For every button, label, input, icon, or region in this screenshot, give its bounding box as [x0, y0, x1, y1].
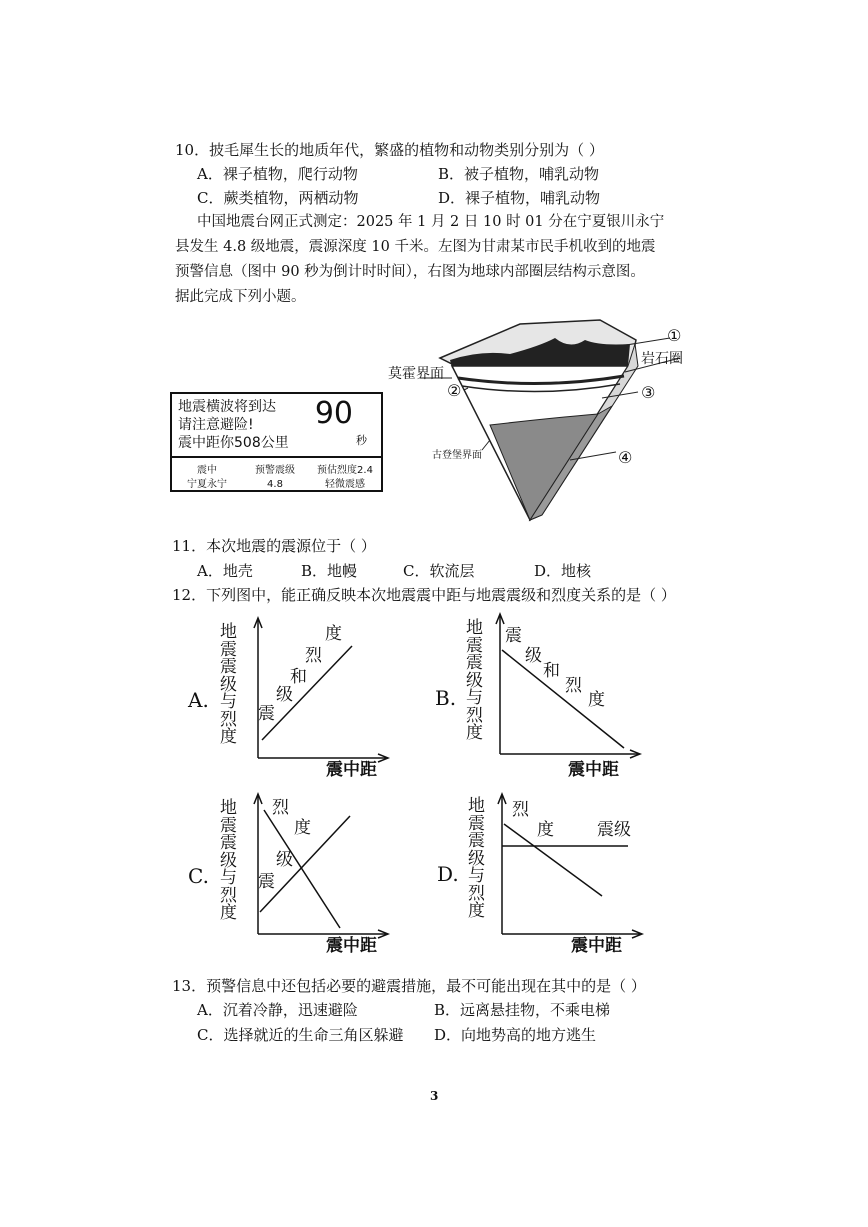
- alert-magnitude-value: 4.8: [267, 479, 283, 490]
- alert-divider: [172, 456, 381, 458]
- ylabel-char: 级: [220, 850, 237, 871]
- graph-a-letter: A.: [188, 688, 209, 712]
- alert-magnitude-label: 预警震级: [255, 465, 295, 476]
- graph-a-label-3: 和: [290, 667, 307, 687]
- graph-a-label-2: 烈: [305, 646, 322, 666]
- graph-b-xlabel: 震中距: [568, 760, 619, 780]
- q11-option-d: D．地核: [534, 562, 592, 580]
- graph-d-label-3: 震级: [597, 820, 631, 840]
- ylabel-char: 震: [468, 813, 485, 834]
- ylabel-char: 级: [466, 670, 483, 691]
- q13-option-c: C．选择就近的生命三角区躲避: [197, 1026, 404, 1044]
- q11-option-b: B．地幔: [301, 562, 358, 580]
- ylabel-char: 震: [220, 657, 237, 677]
- graph-d-letter: D.: [437, 862, 459, 886]
- q13-option-b: B．远离悬挂物，不乘电梯: [434, 1001, 611, 1019]
- passage-line-3: 预警信息（图中 90 秒为倒计时时间），右图为地球内部圈层结构示意图。: [175, 264, 645, 280]
- graph-c-letter: C.: [188, 864, 209, 888]
- q10-stem: 10．披毛犀生长的地质年代，繁盛的植物和动物类别分别为（ ）: [175, 141, 604, 159]
- graph-b-label-4: 烈: [565, 676, 582, 696]
- ylabel-char: 震: [466, 653, 483, 673]
- ylabel-char: 与: [466, 688, 483, 708]
- earth-label-3: ③: [641, 383, 656, 402]
- graph-a-ylabel: [220, 624, 240, 747]
- graph-a-xlabel: 震中距: [326, 760, 377, 780]
- graph-b-letter: B.: [435, 686, 457, 710]
- passage-line-4: 据此完成下列小题。: [175, 289, 306, 305]
- earth-label-moho: 莫霍界面: [388, 366, 444, 382]
- ylabel-char: 地: [466, 618, 483, 638]
- ylabel-char: 烈: [466, 705, 483, 726]
- passage-line-2: 县发生 4.8 级地震，震源深度 10 千米。左图为甘肃某市民手机收到的地震: [175, 239, 656, 255]
- alert-line-1: 地震横波将到达: [178, 399, 276, 415]
- q11-stem: 11．本次地震的震源位于（ ）: [172, 537, 376, 555]
- graph-a-label-5: 震: [258, 704, 275, 724]
- graph-b-label-5: 度: [588, 690, 605, 710]
- ylabel-char: 烈: [468, 883, 485, 904]
- ylabel-char: 震: [220, 639, 237, 660]
- passage-line-1: 中国地震台网正式测定：2025 年 1 月 2 日 10 时 01 分在宁夏银川永宁: [197, 214, 665, 230]
- q10-option-a: A．裸子植物，爬行动物: [197, 165, 358, 183]
- graph-c-label-3: 级: [276, 850, 293, 870]
- ylabel-char: 与: [220, 868, 237, 888]
- q10-option-c: C．蕨类植物，两栖动物: [197, 189, 359, 207]
- ylabel-char: 与: [468, 866, 485, 886]
- graph-d-xlabel: 震中距: [571, 936, 622, 956]
- graph-b-label-1: 震: [505, 626, 522, 646]
- alert-countdown-unit: 秒: [356, 434, 367, 447]
- ylabel-char: 震: [466, 635, 483, 656]
- ylabel-char: 度: [220, 727, 237, 747]
- alert-intensity-label: 预估烈度2.4: [317, 465, 373, 476]
- ylabel-char: 震: [468, 831, 485, 851]
- graph-d-ylabel: [468, 798, 488, 921]
- ylabel-char: 地: [220, 622, 237, 642]
- graph-d-label-1: 烈: [512, 800, 529, 820]
- q13-stem: 13．预警信息中还包括必要的避震措施，最不可能出现在其中的是（ ）: [172, 977, 646, 995]
- q11-option-a: A．地壳: [197, 562, 253, 580]
- ylabel-char: 级: [220, 674, 237, 695]
- graph-c-ylabel: [220, 800, 240, 923]
- q10-option-d: D．裸子植物，哺乳动物: [438, 189, 601, 207]
- graph-c-axes: [250, 794, 390, 939]
- page-number: 3: [430, 1089, 439, 1103]
- graph-b-line: [502, 650, 624, 748]
- graph-b-ylabel: [466, 620, 486, 743]
- graph-c-label-1: 烈: [272, 798, 289, 818]
- ylabel-char: 与: [220, 692, 237, 712]
- ylabel-char: 地: [220, 798, 237, 818]
- graph-c-label-4: 震: [258, 872, 275, 892]
- q10-option-b: B．被子植物，哺乳动物: [438, 165, 600, 183]
- alert-line-3: 震中距你508公里: [178, 435, 289, 451]
- graph-c-label-2: 度: [294, 818, 311, 838]
- ylabel-char: 烈: [220, 885, 237, 906]
- alert-line-2: 请注意避险!: [178, 417, 254, 433]
- graph-a-axes: [250, 618, 390, 763]
- ylabel-char: 烈: [220, 709, 237, 730]
- q11-option-c: C．软流层: [403, 562, 475, 580]
- alert-epicenter-label: 震中: [197, 465, 217, 476]
- alert-countdown: 90: [314, 396, 353, 431]
- graph-b-label-2: 级: [525, 646, 542, 666]
- ylabel-char: 度: [220, 903, 237, 923]
- ylabel-char: 震: [220, 833, 237, 853]
- graph-a-label-1: 度: [325, 624, 342, 644]
- alert-intensity-value: 轻微震感: [325, 479, 365, 490]
- earth-label-4: ④: [618, 448, 633, 467]
- ylabel-char: 度: [468, 901, 485, 921]
- ylabel-char: 度: [466, 723, 483, 743]
- earth-label-2: ②: [447, 381, 462, 400]
- ylabel-char: 地: [468, 796, 485, 816]
- graph-d-label-2: 度: [537, 820, 554, 840]
- earthquake-alert: [170, 392, 383, 492]
- q13-option-a: A．沉着冷静，迅速避险: [197, 1001, 358, 1019]
- earth-label-1: ①: [667, 326, 682, 345]
- ylabel-char: 级: [468, 848, 485, 869]
- graph-a-label-4: 级: [276, 685, 293, 705]
- earth-label-gutenberg: 古登堡界面: [432, 450, 482, 461]
- q12-stem: 12．下列图中，能正确反映本次地震震中距与地震震级和烈度关系的是（ ）: [172, 586, 676, 604]
- earth-label-lithosphere: 岩石圈: [641, 351, 683, 367]
- graph-b-label-3: 和: [543, 661, 560, 681]
- q13-option-d: D．向地势高的地方逃生: [434, 1026, 597, 1044]
- alert-epicenter-value: 宁夏永宁: [187, 479, 227, 490]
- graph-c-xlabel: 震中距: [326, 936, 377, 956]
- ylabel-char: 震: [220, 815, 237, 836]
